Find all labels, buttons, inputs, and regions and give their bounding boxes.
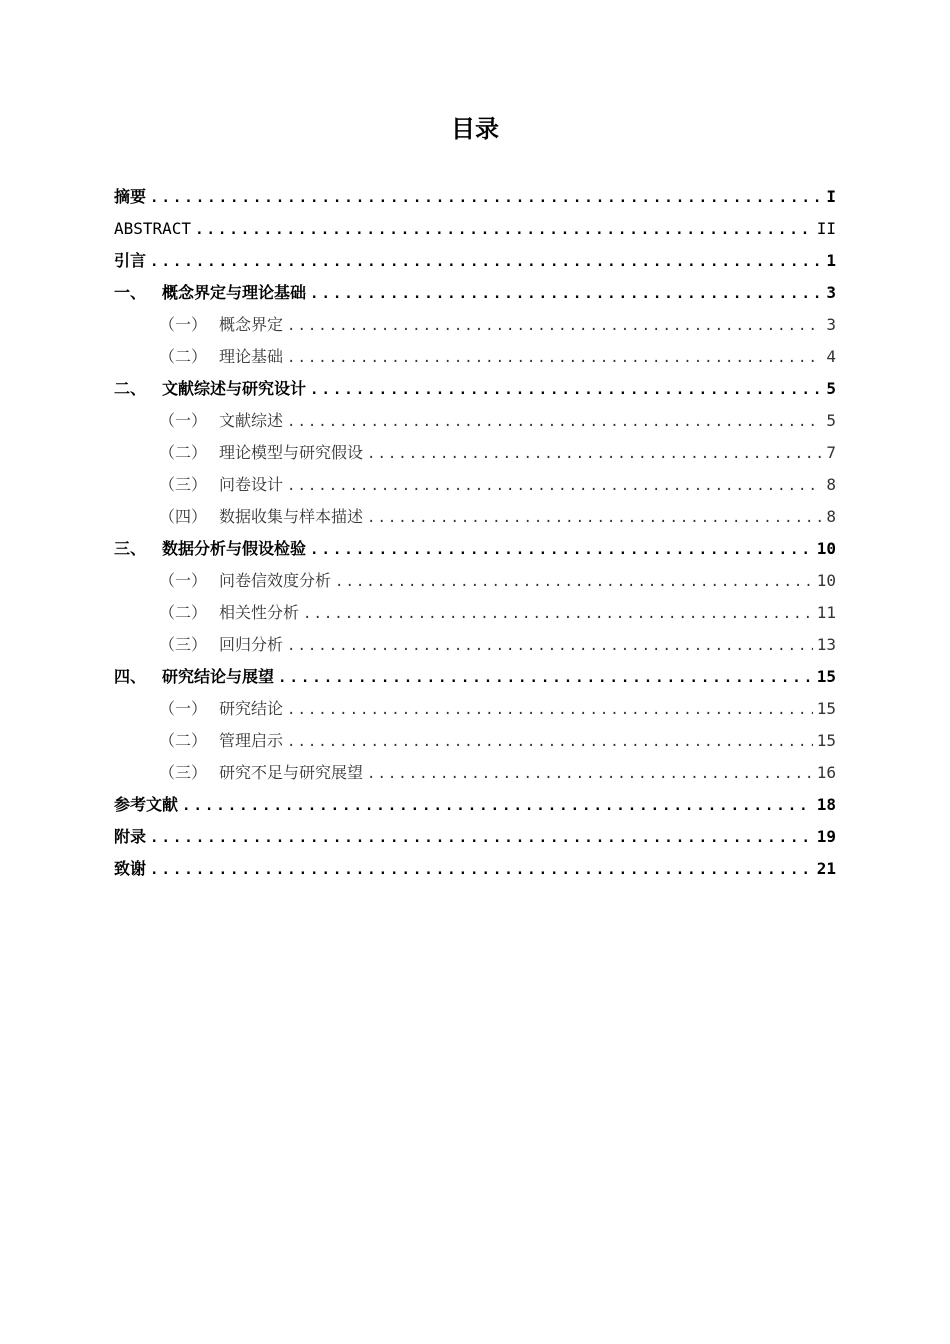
toc-entry-abstract-en[interactable] [114, 213, 836, 245]
toc-entry-text: 相关性分析 [219, 603, 300, 622]
toc-entry-appendix[interactable] [114, 821, 836, 853]
toc-entry-text: 问卷信效度分析 [219, 571, 332, 590]
toc-dot-leader [303, 598, 813, 629]
toc-entry-text: 引言 [114, 251, 147, 270]
toc-dot-leader [287, 470, 822, 501]
toc-section-number: （三） [159, 763, 208, 782]
toc-section-number: （一） [159, 411, 208, 430]
toc-dot-leader [150, 182, 822, 213]
toc-entry-text: 回归分析 [219, 635, 284, 654]
toc-entry-references[interactable] [114, 789, 836, 821]
toc-entry-text: 研究不足与研究展望 [219, 763, 364, 782]
toc-page-number: 11 [816, 603, 836, 622]
toc-dot-leader [287, 726, 813, 757]
toc-page-number: 5 [826, 411, 836, 430]
toc-section-number: （二） [159, 347, 208, 366]
toc-entry-text: 数据收集与样本描述 [219, 507, 364, 526]
toc-entry-section[interactable] [114, 501, 836, 533]
toc-entry-section[interactable] [114, 693, 836, 725]
toc-page-number: 16 [816, 763, 836, 782]
toc-dot-leader [150, 822, 813, 853]
toc-entry-section[interactable] [114, 437, 836, 469]
toc-entry-text: 参考文献 [114, 795, 179, 814]
toc-dot-leader [367, 438, 822, 469]
toc-section-number: （二） [159, 443, 208, 462]
toc-entry-text: 概念界定与理论基础 [162, 283, 307, 302]
toc-entry-text: 致谢 [114, 859, 147, 878]
toc-entry-abstract-cn[interactable] [114, 181, 836, 213]
toc-entry-text: 研究结论 [219, 699, 284, 718]
toc-entry-introduction[interactable] [114, 245, 836, 277]
toc-entry-acknowledgements[interactable] [114, 853, 836, 885]
toc-section-number: （四） [159, 507, 208, 526]
toc-dot-leader [287, 406, 822, 437]
toc-page-number: 3 [826, 283, 836, 302]
toc-dot-leader [287, 342, 822, 373]
toc-dot-leader [182, 790, 813, 821]
toc-chapter-number: 四、 [114, 667, 147, 686]
toc-section-number: （一） [159, 699, 208, 718]
toc-page-number: 8 [826, 507, 836, 526]
toc-dot-leader [287, 630, 813, 661]
toc-entry-text: ABSTRACT [114, 219, 192, 238]
toc-chapter-number: 二、 [114, 379, 147, 398]
toc-entry-text: 摘要 [114, 187, 147, 206]
toc-chapter-number: 一、 [114, 283, 147, 302]
toc-dot-leader [195, 214, 813, 245]
toc-chapter-number: 三、 [114, 539, 147, 558]
toc-page-number: 18 [816, 795, 836, 814]
toc-dot-leader [287, 694, 813, 725]
toc-page-number: 13 [816, 635, 836, 654]
toc-dot-leader [367, 758, 813, 789]
table-of-contents [114, 181, 836, 885]
toc-dot-leader [310, 534, 813, 565]
toc-page-number: II [816, 219, 836, 238]
toc-dot-leader [335, 566, 813, 597]
toc-entry-text: 数据分析与假设检验 [162, 539, 307, 558]
toc-page-number: 15 [816, 667, 836, 686]
toc-entry-chapter-3[interactable] [114, 533, 836, 565]
toc-page-number: 15 [816, 731, 836, 750]
toc-dot-leader [310, 374, 822, 405]
toc-dot-leader [287, 310, 822, 341]
toc-entry-text: 研究结论与展望 [162, 667, 275, 686]
toc-section-number: （三） [159, 635, 208, 654]
toc-page-number: 19 [816, 827, 836, 846]
toc-section-number: （三） [159, 475, 208, 494]
toc-dot-leader [310, 278, 822, 309]
toc-dot-leader [150, 854, 813, 885]
toc-page-number: 1 [826, 251, 836, 270]
toc-entry-section[interactable] [114, 757, 836, 789]
toc-page-number: 21 [816, 859, 836, 878]
toc-page-number: 10 [816, 539, 836, 558]
toc-section-number: （二） [159, 603, 208, 622]
toc-entry-text: 理论模型与研究假设 [219, 443, 364, 462]
toc-page-number: 15 [816, 699, 836, 718]
toc-page-number: 3 [826, 315, 836, 334]
page-title: 目录 [451, 115, 499, 143]
toc-entry-text: 附录 [114, 827, 147, 846]
toc-entry-text: 理论基础 [219, 347, 284, 366]
toc-page-number: 8 [826, 475, 836, 494]
toc-section-number: （一） [159, 315, 208, 334]
toc-entry-chapter-2[interactable] [114, 373, 836, 405]
toc-entry-section[interactable] [114, 725, 836, 757]
toc-entry-text: 管理启示 [219, 731, 284, 750]
toc-entry-text: 文献综述 [219, 411, 284, 430]
toc-entry-section[interactable] [114, 341, 836, 373]
toc-entry-section[interactable] [114, 309, 836, 341]
toc-page-number: 7 [826, 443, 836, 462]
toc-page-number: 10 [816, 571, 836, 590]
toc-entry-section[interactable] [114, 565, 836, 597]
toc-entry-chapter-1[interactable] [114, 277, 836, 309]
toc-entry-chapter-4[interactable] [114, 661, 836, 693]
toc-page-number: I [826, 187, 836, 206]
toc-section-number: （二） [159, 731, 208, 750]
toc-entry-section[interactable] [114, 597, 836, 629]
toc-entry-text: 问卷设计 [219, 475, 284, 494]
toc-entry-section[interactable] [114, 469, 836, 501]
toc-page-number: 5 [826, 379, 836, 398]
toc-section-number: （一） [159, 571, 208, 590]
toc-entry-section[interactable] [114, 405, 836, 437]
toc-entry-text: 概念界定 [219, 315, 284, 334]
toc-dot-leader [150, 246, 822, 277]
toc-dot-leader [278, 662, 813, 693]
toc-entry-text: 文献综述与研究设计 [162, 379, 307, 398]
toc-page-number: 4 [826, 347, 836, 366]
toc-entry-section[interactable] [114, 629, 836, 661]
toc-dot-leader [367, 502, 822, 533]
